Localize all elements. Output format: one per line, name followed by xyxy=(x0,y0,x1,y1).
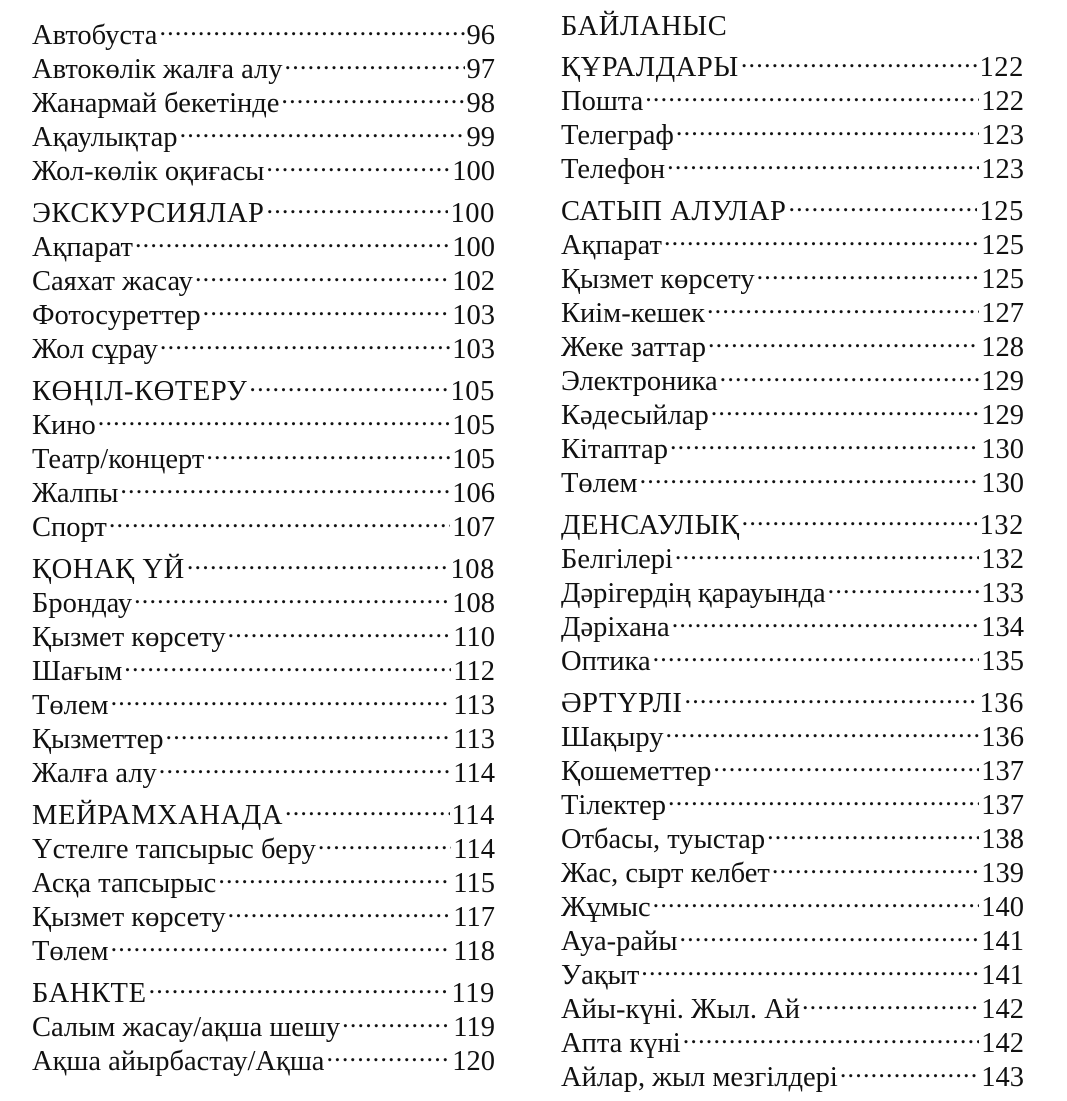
entry-page: 106 xyxy=(452,478,495,509)
entry-label: Телефон xyxy=(561,154,666,185)
dot-leader xyxy=(713,746,979,780)
entry-page: 137 xyxy=(981,756,1024,787)
heading-label: КӨҢІЛ-КӨТЕРУ xyxy=(32,376,248,407)
entry-label: Кітаптар xyxy=(561,434,668,465)
entry-page: 135 xyxy=(981,646,1024,677)
entry-page: 102 xyxy=(452,266,495,297)
toc-section-excursions xyxy=(32,188,495,365)
entry-page: 105 xyxy=(452,410,495,441)
entry-label: Киім-кешек xyxy=(561,298,705,329)
entry-page: 142 xyxy=(981,1028,1024,1059)
dot-leader xyxy=(228,612,452,646)
entry-label: Жеке заттар xyxy=(561,332,706,363)
dot-leader xyxy=(708,322,979,356)
entry-label: Ақаулықтар xyxy=(32,122,178,153)
entry-label: Қызметтер xyxy=(32,724,164,755)
toc-section-heading[interactable] xyxy=(32,790,495,831)
entry-label: Ауа-райы xyxy=(561,926,678,957)
dot-leader xyxy=(685,678,978,712)
dot-leader xyxy=(653,636,980,670)
entry-label: Дәрігердің қарауында xyxy=(561,578,826,609)
entry-page: 96 xyxy=(466,20,495,51)
toc-section-transport xyxy=(32,10,495,187)
entry-label: Үстелге тапсырыс беру xyxy=(32,834,316,865)
entry-label: Апта күні xyxy=(561,1028,681,1059)
dot-leader xyxy=(206,434,450,468)
entry-page: 122 xyxy=(981,86,1024,117)
dot-leader xyxy=(180,112,465,146)
dot-leader xyxy=(285,44,465,78)
entry-page: 143 xyxy=(981,1062,1024,1093)
dot-leader xyxy=(645,76,979,110)
toc-section-communications xyxy=(561,10,1024,185)
dot-leader xyxy=(111,680,452,714)
entry-page: 103 xyxy=(452,334,495,365)
heading-page: 105 xyxy=(450,376,495,407)
dot-leader xyxy=(159,10,464,44)
dot-leader xyxy=(711,390,980,424)
dot-leader xyxy=(267,188,449,222)
dot-leader xyxy=(707,288,979,322)
entry-page: 125 xyxy=(981,264,1024,295)
entry-page: 98 xyxy=(466,88,495,119)
dot-leader xyxy=(111,926,452,960)
dot-leader xyxy=(664,220,979,254)
dot-leader xyxy=(802,984,979,1018)
entry-page: 108 xyxy=(452,588,495,619)
entry-page: 140 xyxy=(981,892,1024,923)
entry-page: 123 xyxy=(981,154,1024,185)
dot-leader xyxy=(281,78,464,112)
dot-leader xyxy=(203,290,451,324)
entry-label: Қызмет көрсету xyxy=(32,622,226,653)
entry-label: Төлем xyxy=(32,936,109,967)
toc-section-heading[interactable] xyxy=(561,186,1024,227)
entry-label: Театр/концерт xyxy=(32,444,205,475)
entry-page: 142 xyxy=(981,994,1024,1025)
entry-label: Электроника xyxy=(561,366,718,397)
toc-entry[interactable] xyxy=(32,400,495,441)
dot-leader xyxy=(720,356,980,390)
dot-leader xyxy=(840,1052,979,1086)
entry-label: Жалға алу xyxy=(32,758,157,789)
dot-leader xyxy=(683,1018,980,1052)
entry-label: Ақпарат xyxy=(32,232,133,263)
dot-leader xyxy=(218,858,451,892)
dot-leader xyxy=(666,712,980,746)
entry-page: 118 xyxy=(453,936,495,967)
dot-leader xyxy=(134,578,450,612)
toc-section-restaurant xyxy=(32,790,495,967)
heading-label-line1: БАЙЛАНЫС xyxy=(561,11,728,42)
toc-section-heading[interactable] xyxy=(561,500,1024,541)
heading-page: 132 xyxy=(979,510,1024,541)
dot-leader xyxy=(772,848,979,882)
heading-label: МЕЙРАМХАНАДА xyxy=(32,800,284,831)
toc-right-column xyxy=(561,10,1024,1094)
entry-label: Салым жасау/ақша шешу xyxy=(32,1012,341,1043)
toc-section-entertainment xyxy=(32,366,495,543)
entry-label: Кәдесыйлар xyxy=(561,400,709,431)
dot-leader xyxy=(757,254,980,288)
entry-page: 139 xyxy=(981,858,1024,889)
entry-label: Спорт xyxy=(32,512,107,543)
entry-page: 134 xyxy=(981,612,1024,643)
entry-label: Жұмыс xyxy=(561,892,651,923)
heading-page: 125 xyxy=(979,196,1024,227)
entry-label: Жол-көлік оқиғасы xyxy=(32,156,265,187)
dot-leader xyxy=(667,144,979,178)
entry-label: Саяхат жасау xyxy=(32,266,193,297)
entry-label: Дәріхана xyxy=(561,612,670,643)
toc-section-heading[interactable] xyxy=(32,188,495,229)
entry-label: Автобуста xyxy=(32,20,158,51)
dot-leader xyxy=(159,748,452,782)
entry-label: Жол сұрау xyxy=(32,334,158,365)
entry-page: 137 xyxy=(981,790,1024,821)
toc-section-miscellaneous xyxy=(561,678,1024,1093)
entry-page: 114 xyxy=(453,758,495,789)
dot-leader xyxy=(120,468,450,502)
toc-section-heading[interactable] xyxy=(32,968,495,1009)
dot-leader xyxy=(788,186,977,220)
toc-section-shopping xyxy=(561,186,1024,499)
dot-leader xyxy=(670,424,979,458)
heading-label: ДЕНСАУЛЫҚ xyxy=(561,510,740,541)
toc-left-column xyxy=(32,10,495,1078)
entry-label: Фотосуреттер xyxy=(32,300,201,331)
dot-leader xyxy=(98,400,450,434)
entry-page: 129 xyxy=(981,400,1024,431)
toc-section-heading[interactable] xyxy=(32,544,495,585)
entry-page: 117 xyxy=(453,902,495,933)
dot-leader xyxy=(285,790,449,824)
entry-page: 120 xyxy=(452,1046,495,1077)
heading-page: 136 xyxy=(979,688,1024,719)
toc-section-health xyxy=(561,500,1024,677)
entry-page: 119 xyxy=(453,1012,495,1043)
entry-page: 100 xyxy=(452,232,495,263)
dot-leader xyxy=(124,646,451,680)
entry-label: Тілектер xyxy=(561,790,667,821)
toc-section-hotel xyxy=(32,544,495,789)
heading-label: ЭКСКУРСИЯЛАР xyxy=(32,198,265,229)
entry-page: 123 xyxy=(981,120,1024,151)
entry-label: Уақыт xyxy=(561,960,640,991)
dot-leader xyxy=(249,366,448,400)
entry-label: Асқа тапсырыс xyxy=(32,868,217,899)
dot-leader xyxy=(828,568,980,602)
entry-page: 129 xyxy=(981,366,1024,397)
entry-label: Жалпы xyxy=(32,478,119,509)
entry-page: 105 xyxy=(452,444,495,475)
entry-page: 132 xyxy=(981,544,1024,575)
entry-label: Қызмет көрсету xyxy=(32,902,226,933)
entry-label: Брондау xyxy=(32,588,133,619)
entry-page: 133 xyxy=(981,578,1024,609)
dot-leader xyxy=(135,222,450,256)
heading-label: ҚОНАҚ ҮЙ xyxy=(32,554,185,585)
heading-label: БАНКТЕ xyxy=(32,978,147,1009)
entry-label: Пошта xyxy=(561,86,644,117)
entry-label: Автокөлік жалға алу xyxy=(32,54,283,85)
entry-label: Қошеметтер xyxy=(561,756,712,787)
toc-entry[interactable] xyxy=(32,434,495,475)
dot-leader xyxy=(742,500,978,534)
toc-section-heading[interactable] xyxy=(561,678,1024,719)
entry-page: 141 xyxy=(981,926,1024,957)
heading-page: 100 xyxy=(450,198,495,229)
entry-page: 128 xyxy=(981,332,1024,363)
dot-leader xyxy=(640,458,980,492)
heading-label: САТЫП АЛУЛАР xyxy=(561,196,787,227)
entry-page: 112 xyxy=(453,656,495,687)
entry-label: Кино xyxy=(32,410,96,441)
entry-label: Телеграф xyxy=(561,120,674,151)
entry-label: Төлем xyxy=(32,690,109,721)
entry-label: Қызмет көрсету xyxy=(561,264,755,295)
dot-leader xyxy=(342,1002,451,1036)
entry-label: Төлем xyxy=(561,468,638,499)
dot-leader xyxy=(741,42,978,76)
heading-page: 114 xyxy=(451,800,495,831)
dot-leader xyxy=(641,950,979,984)
heading-page: 119 xyxy=(451,978,495,1009)
entry-page: 110 xyxy=(453,622,495,653)
dot-leader xyxy=(149,968,450,1002)
dot-leader xyxy=(668,780,979,814)
entry-label: Ақша айырбастау/Ақша xyxy=(32,1046,325,1077)
dot-leader xyxy=(160,324,450,358)
dot-leader xyxy=(109,502,450,536)
entry-label: Шағым xyxy=(32,656,123,687)
dot-leader xyxy=(166,714,452,748)
dot-leader xyxy=(326,1036,450,1070)
heading-page: 122 xyxy=(979,52,1024,83)
entry-page: 113 xyxy=(453,724,495,755)
dot-leader xyxy=(676,110,979,144)
dot-leader xyxy=(672,602,980,636)
entry-page: 114 xyxy=(453,834,495,865)
dot-leader xyxy=(679,916,979,950)
entry-label: Жас, сырт келбет xyxy=(561,858,770,889)
toc-section-heading[interactable] xyxy=(32,366,495,407)
entry-page: 103 xyxy=(452,300,495,331)
toc-section-heading[interactable] xyxy=(561,42,1024,83)
entry-label: Жанармай бекетінде xyxy=(32,88,280,119)
heading-label: ҚҰРАЛДАРЫ xyxy=(561,52,739,83)
entry-page: 130 xyxy=(981,468,1024,499)
entry-label: Белгілері xyxy=(561,544,673,575)
entry-label: Айы-күні. Жыл. Ай xyxy=(561,994,800,1025)
entry-page: 125 xyxy=(981,230,1024,261)
dot-leader xyxy=(767,814,979,848)
entry-page: 113 xyxy=(453,690,495,721)
entry-label: Оптика xyxy=(561,646,651,677)
dot-leader xyxy=(653,882,980,916)
entry-label: Айлар, жыл мезгілдері xyxy=(561,1062,838,1093)
dot-leader xyxy=(318,824,451,858)
entry-label: Отбасы, туыстар xyxy=(561,824,766,855)
entry-page: 136 xyxy=(981,722,1024,753)
entry-page: 138 xyxy=(981,824,1024,855)
heading-label: ӘРТҮРЛІ xyxy=(561,688,683,719)
entry-page: 141 xyxy=(981,960,1024,991)
dot-leader xyxy=(187,544,449,578)
heading-page: 108 xyxy=(450,554,495,585)
entry-page: 97 xyxy=(466,54,495,85)
dot-leader xyxy=(675,534,979,568)
entry-page: 115 xyxy=(453,868,495,899)
entry-page: 99 xyxy=(466,122,495,153)
toc-entry[interactable] xyxy=(32,10,495,51)
entry-page: 130 xyxy=(981,434,1024,465)
dot-leader xyxy=(228,892,452,926)
entry-label: Ақпарат xyxy=(561,230,662,261)
entry-page: 107 xyxy=(452,512,495,543)
entry-label: Шақыру xyxy=(561,722,664,753)
dot-leader xyxy=(195,256,450,290)
entry-page: 100 xyxy=(452,156,495,187)
dot-leader xyxy=(266,146,450,180)
entry-page: 127 xyxy=(981,298,1024,329)
toc-section-bank xyxy=(32,968,495,1077)
